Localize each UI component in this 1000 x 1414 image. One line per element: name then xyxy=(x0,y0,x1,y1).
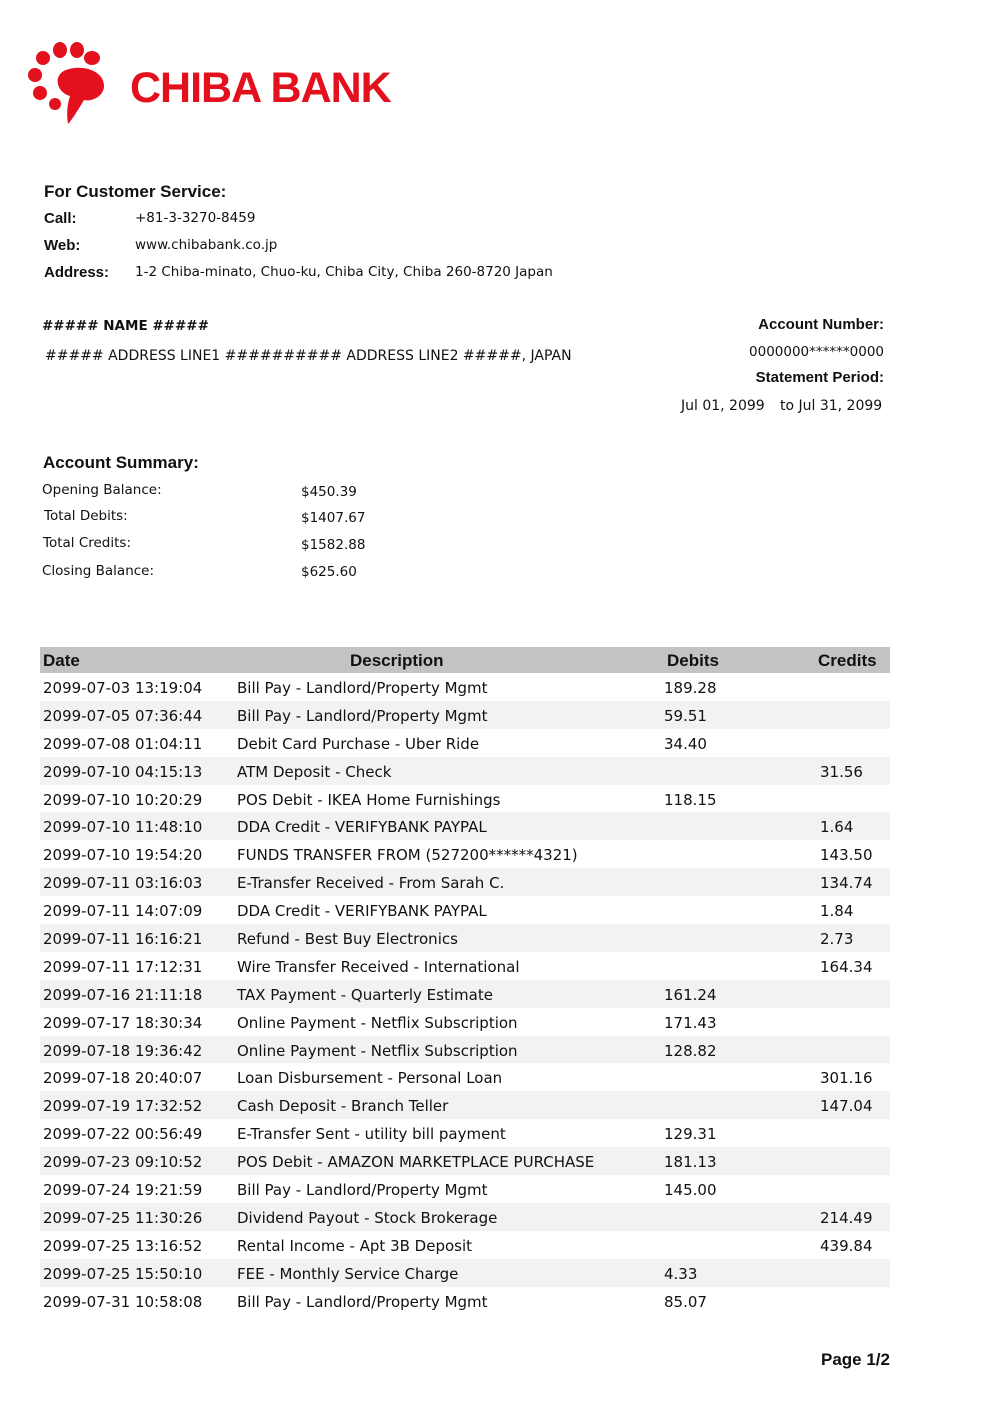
cell-date: 2099-07-19 17:32:52 xyxy=(43,1097,203,1116)
cell-date: 2099-07-11 14:07:09 xyxy=(43,902,203,921)
cell-debit: 118.15 xyxy=(664,790,717,809)
cell-description: Wire Transfer Received - International xyxy=(237,957,520,976)
cs-address-value: 1-2 Chiba-minato, Chuo-ku, Chiba City, Chiba 260-8720 Japan xyxy=(135,264,553,280)
cell-credit: 301.16 xyxy=(820,1069,873,1088)
cell-credit: 214.49 xyxy=(820,1208,873,1227)
table-row xyxy=(40,980,890,1008)
table-header xyxy=(40,647,890,673)
cell-date: 2099-07-11 03:16:03 xyxy=(43,874,203,893)
summary-value: $1407.67 xyxy=(301,510,366,526)
cell-date: 2099-07-18 19:36:42 xyxy=(43,1041,203,1060)
cell-description: Dividend Payout - Stock Brokerage xyxy=(237,1208,498,1227)
cell-credit: 2.73 xyxy=(820,930,854,949)
cell-description: Bill Pay - Landlord/Property Mgmt xyxy=(237,1181,488,1200)
cell-description: ATM Deposit - Check xyxy=(237,762,392,781)
cell-debit: 128.82 xyxy=(664,1041,717,1060)
cs-call-value: +81-3-3270-8459 xyxy=(135,210,256,226)
cell-debit: 85.07 xyxy=(664,1292,707,1311)
bank-logo xyxy=(26,40,426,130)
cell-debit: 34.40 xyxy=(664,734,707,753)
cell-description: Bill Pay - Landlord/Property Mgmt xyxy=(237,1292,488,1311)
cs-call-label: Call: xyxy=(44,210,77,227)
cell-credit: 1.84 xyxy=(820,902,854,921)
cell-date: 2099-07-23 09:10:52 xyxy=(43,1153,203,1172)
table-row xyxy=(40,1091,890,1119)
cell-date: 2099-07-24 19:21:59 xyxy=(43,1181,203,1200)
cell-date: 2099-07-25 15:50:10 xyxy=(43,1264,203,1283)
table-row xyxy=(40,1063,890,1091)
cell-description: TAX Payment - Quarterly Estimate xyxy=(237,985,493,1004)
cell-description: Debit Card Purchase - Uber Ride xyxy=(237,734,480,753)
cell-description: Rental Income - Apt 3B Deposit xyxy=(237,1236,473,1255)
cell-debit: 161.24 xyxy=(664,985,717,1004)
table-row xyxy=(40,952,890,980)
table-row xyxy=(40,729,890,757)
table-row xyxy=(40,924,890,952)
cell-date: 2099-07-25 11:30:26 xyxy=(43,1208,203,1227)
table-body xyxy=(40,673,890,1314)
cs-address-label: Address: xyxy=(44,264,110,281)
customer-service-title: For Customer Service: xyxy=(44,182,227,201)
table-row xyxy=(40,1175,890,1203)
table-row xyxy=(40,1036,890,1064)
table-row xyxy=(40,785,890,813)
summary-label: Total Debits: xyxy=(44,508,128,524)
cell-description: Refund - Best Buy Electronics xyxy=(237,930,458,949)
cell-date: 2099-07-05 07:36:44 xyxy=(43,706,203,725)
cell-debit: 129.31 xyxy=(664,1125,717,1144)
customer-name: ##### NAME ##### xyxy=(42,318,209,334)
cell-credit: 147.04 xyxy=(820,1097,873,1116)
table-row xyxy=(40,1119,890,1147)
summary-row xyxy=(42,482,442,502)
cell-description: DDA Credit - VERIFYBANK PAYPAL xyxy=(237,818,487,837)
summary-value: $625.60 xyxy=(301,564,357,580)
cell-date: 2099-07-22 00:56:49 xyxy=(43,1125,203,1144)
account-summary-title: Account Summary: xyxy=(43,453,199,472)
page-number: Page 1/2 xyxy=(821,1350,890,1369)
summary-value: $1582.88 xyxy=(301,537,366,553)
cell-date: 2099-07-11 16:16:21 xyxy=(43,930,203,949)
cell-credit: 164.34 xyxy=(820,957,873,976)
customer-address: ##### ADDRESS LINE1 ########## ADDRESS LINE2 #####, JAPAN xyxy=(45,348,572,364)
header-description: Description xyxy=(350,651,444,670)
cell-credit: 439.84 xyxy=(820,1236,873,1255)
cell-description: Bill Pay - Landlord/Property Mgmt xyxy=(237,706,488,725)
cell-credit: 1.64 xyxy=(820,818,854,837)
cell-description: DDA Credit - VERIFYBANK PAYPAL xyxy=(237,902,487,921)
table-row xyxy=(40,840,890,868)
cell-date: 2099-07-31 10:58:08 xyxy=(43,1292,203,1311)
cell-date: 2099-07-10 10:20:29 xyxy=(43,790,203,809)
cell-date: 2099-07-10 19:54:20 xyxy=(43,846,203,865)
bank-name: CHIBA BANK xyxy=(130,64,391,112)
transactions-table xyxy=(40,647,890,1314)
statement-period-to: to Jul 31, 2099 xyxy=(780,398,883,414)
summary-label: Opening Balance: xyxy=(42,482,162,498)
table-row xyxy=(40,701,890,729)
cell-date: 2099-07-17 18:30:34 xyxy=(43,1013,203,1032)
cs-web-label: Web: xyxy=(44,237,81,254)
table-row xyxy=(40,896,890,924)
table-row xyxy=(40,1231,890,1259)
table-row xyxy=(40,1203,890,1231)
table-row xyxy=(40,1008,890,1036)
table-row xyxy=(40,1147,890,1175)
cell-date: 2099-07-11 17:12:31 xyxy=(43,957,203,976)
cell-date: 2099-07-03 13:19:04 xyxy=(43,679,203,697)
bank-flower-logo-icon xyxy=(26,40,110,126)
cell-description: Online Payment - Netflix Subscription xyxy=(237,1013,518,1032)
statement-period-label: Statement Period: xyxy=(755,369,884,386)
cell-description: Bill Pay - Landlord/Property Mgmt xyxy=(237,679,488,697)
cell-description: E-Transfer Received - From Sarah C. xyxy=(237,874,505,893)
cell-description: FUNDS TRANSFER FROM (527200******4321) xyxy=(237,846,578,865)
cell-description: E-Transfer Sent - utility bill payment xyxy=(237,1125,506,1144)
summary-label: Total Credits: xyxy=(43,535,132,551)
cell-credit: 143.50 xyxy=(820,846,873,865)
table-row xyxy=(40,868,890,896)
cell-date: 2099-07-10 11:48:10 xyxy=(43,818,203,837)
cell-description: POS Debit - AMAZON MARKETPLACE PURCHASE xyxy=(237,1153,595,1172)
cell-debit: 189.28 xyxy=(664,679,717,697)
cell-credit: 134.74 xyxy=(820,874,873,893)
header-credits: Credits xyxy=(818,651,877,670)
table-row xyxy=(40,1259,890,1287)
summary-row xyxy=(42,508,442,528)
account-number-label: Account Number: xyxy=(758,316,884,333)
summary-row xyxy=(42,535,442,555)
cs-web-value: www.chibabank.co.jp xyxy=(135,237,278,253)
table-row xyxy=(40,757,890,785)
cell-debit: 181.13 xyxy=(664,1153,717,1172)
cell-date: 2099-07-18 20:40:07 xyxy=(43,1069,203,1088)
cell-description: FEE - Monthly Service Charge xyxy=(237,1264,459,1283)
cell-description: Cash Deposit - Branch Teller xyxy=(237,1097,449,1116)
cell-debit: 59.51 xyxy=(664,706,707,725)
cell-debit: 171.43 xyxy=(664,1013,717,1032)
cell-description: POS Debit - IKEA Home Furnishings xyxy=(237,790,501,809)
header-debits: Debits xyxy=(667,651,719,670)
cell-debit: 145.00 xyxy=(664,1181,717,1200)
cell-date: 2099-07-25 13:16:52 xyxy=(43,1236,203,1255)
header-date: Date xyxy=(43,651,80,670)
table-row xyxy=(40,673,890,701)
statement-period-from: Jul 01, 2099 xyxy=(681,398,765,414)
cell-debit: 4.33 xyxy=(664,1264,698,1283)
cell-description: Online Payment - Netflix Subscription xyxy=(237,1041,518,1060)
cell-date: 2099-07-08 01:04:11 xyxy=(43,734,203,753)
cell-description: Loan Disbursement - Personal Loan xyxy=(237,1069,503,1088)
summary-row xyxy=(42,563,442,583)
cell-date: 2099-07-16 21:11:18 xyxy=(43,985,203,1004)
table-row xyxy=(40,812,890,840)
summary-value: $450.39 xyxy=(301,484,357,500)
table-row xyxy=(40,1287,890,1315)
account-number: 0000000******0000 xyxy=(749,344,884,360)
cell-date: 2099-07-10 04:15:13 xyxy=(43,762,203,781)
summary-label: Closing Balance: xyxy=(42,563,155,579)
cell-credit: 31.56 xyxy=(820,762,863,781)
